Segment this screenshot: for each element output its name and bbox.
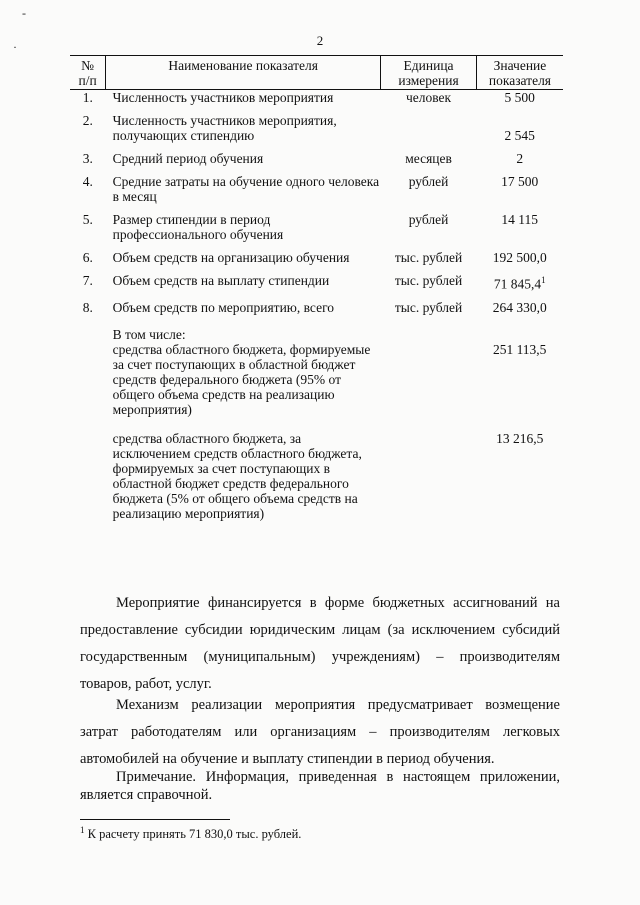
table-row: 3. Средний период обучения месяцев 2 — [82, 151, 524, 166]
table-row: 5. Размер стипендии в период профессионального обучения рублей 14 115 — [82, 212, 538, 242]
header-num: № п/п — [70, 56, 106, 90]
paragraph-note: Примечание. Информация, приведенная в настоящем приложении, является справочной. — [80, 769, 560, 803]
breakdown-item-regional: средства областного бюджета, за исключением средств областного бюджета, формируемых за счет поступающих в областной бюджет средств федерального бюджета (5% от общего объема средств на реализацию мероприятия) — [112, 430, 362, 521]
table-row: 1. Численность участников мероприятия человек 5 500 — [82, 90, 535, 105]
table-row: 2. Численность участников мероприятия, получающих стипендию 2 545 — [82, 113, 535, 143]
page-number: 2 — [316, 33, 324, 48]
value-with-footnote: 71 845,4$^1$ — [493, 275, 546, 292]
breakdown-row: средства областного бюджета, за исключением средств областного бюджета, формируемых за счет поступающих в областной бюджет средств федерального бюджета (5% от общего объема средств на реализацию мероприятия) 13 216,5 — [70, 431, 563, 529]
indicators-table — [70, 55, 563, 529]
header-name: Наименование показателя — [106, 56, 381, 90]
table-row: 6. Объем средств на организацию обучения тыс. рублей 192 500,0 — [82, 250, 547, 265]
header-unit: Единица измерения — [381, 56, 477, 90]
header-value: Значение показателя — [476, 56, 563, 90]
footnote — [80, 825, 301, 842]
table-row: 4. Средние затраты на обучение одного человека в месяц рублей 17 500 — [82, 174, 539, 204]
table-row: 8. Объем средств по мероприятию, всего тыс. рублей 264 330,0 — [82, 299, 547, 315]
scan-mark: · — [13, 40, 17, 54]
paragraph-mechanism: Механизм реализации мероприятия предусматривает возмещение затрат работодателям или организациям – производителям легковых автомобилей на обучение и выплату стипендии в период обучения. — [80, 697, 560, 767]
table-row: 7. Объем средств на выплату стипендии тыс. рублей 71 845,4$^1$ — [70, 273, 563, 300]
footnote-divider — [80, 819, 230, 820]
footnote-mark: 1 — [80, 825, 85, 835]
footnote-text: К расчету принять 71 830,0 тыс. рублей. — [87, 827, 302, 842]
scan-mark: - — [22, 6, 26, 20]
breakdown-intro: В том числе: — [112, 326, 186, 342]
footnote-reference: 1 — [541, 275, 546, 285]
table-header — [70, 56, 563, 90]
breakdown-row: В том числе: средства областного бюджета, формируемые за счет поступающих в областной бюджет средств федерального бюджета (95% от общего объема средств на реализацию мероприятия) 251 113,5 — [112, 326, 547, 417]
breakdown-item-federal: средства областного бюджета, формируемые за счет поступающих в областной бюджет средств федерального бюджета (95% от общего объема средств на реализацию мероприятия) — [112, 341, 371, 417]
paragraph-financing: Мероприятие финансируется в форме бюджетных ассигнований на предоставление субсидии юридическим лицам (за исключением субсидий государственным (муниципальным) учреждениям) – производителям товаров, работ, услуг. — [80, 595, 560, 692]
